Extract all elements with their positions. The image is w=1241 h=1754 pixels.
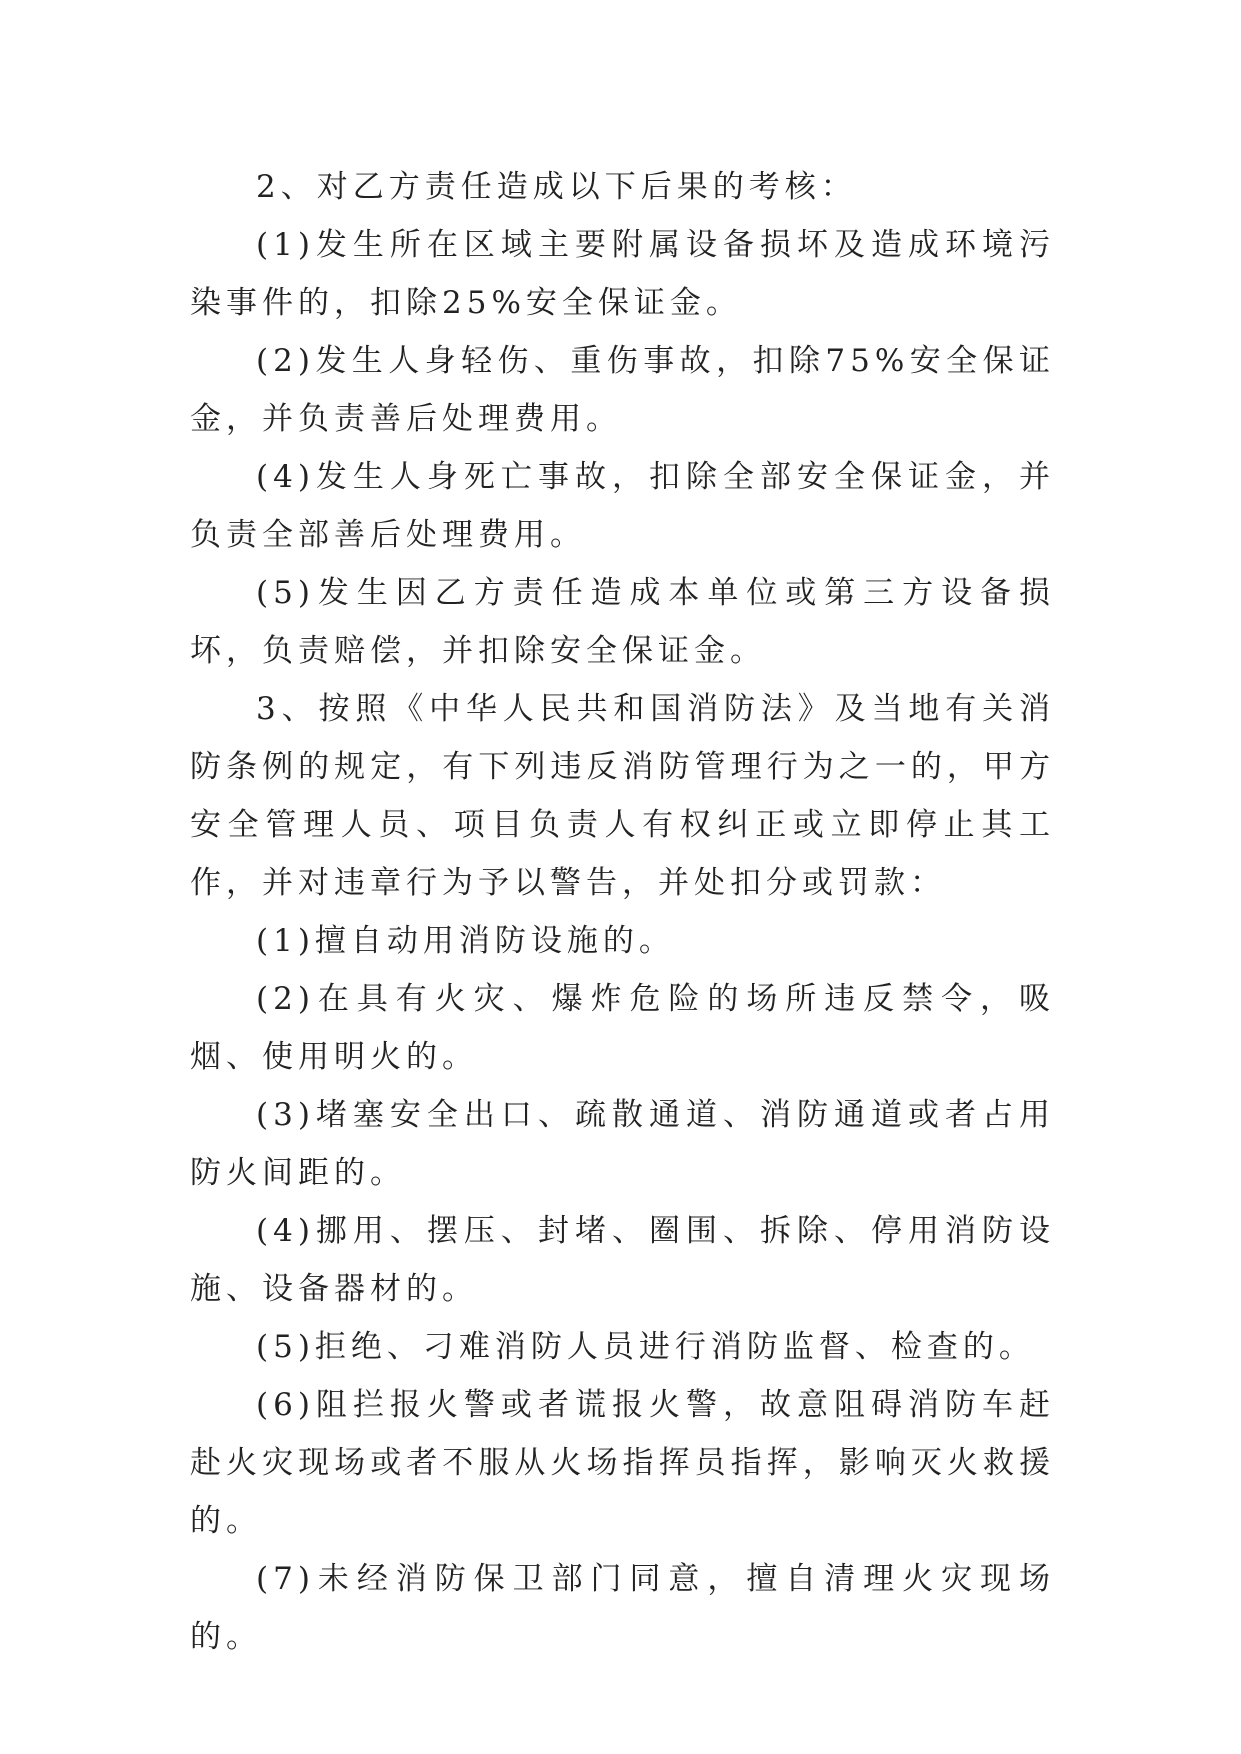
paragraph-clause-2-item-1: (1)发生所在区域主要附属设备损坏及造成环境污染事件的，扣除25%安全保证金。	[190, 227, 1055, 321]
paragraph-clause-2-item-5: (5)发生因乙方责任造成本单位或第三方设备损坏，负责赔偿，并扣除安全保证金。	[190, 575, 1055, 669]
paragraph-clause-3-item-1: (1)擅自动用消防设施的。	[256, 923, 675, 959]
body-text	[190, 158, 1055, 1666]
paragraph-clause-3-item-7: (7)未经消防保卫部门同意，擅自清理火灾现场的。	[190, 1561, 1055, 1655]
paragraph-clause-3-item-4: (4)挪用、摆压、封堵、圈围、拆除、停用消防设施、设备器材的。	[190, 1213, 1055, 1307]
paragraph-clause-2-heading: 2、对乙方责任造成以下后果的考核：	[256, 169, 857, 205]
paragraph-clause-2-item-2: (2)发生人身轻伤、重伤事故，扣除75%安全保证金，并负责善后处理费用。	[190, 343, 1055, 437]
paragraph-clause-3-item-2: (2)在具有火灾、爆炸危险的场所违反禁令，吸烟、使用明火的。	[190, 981, 1055, 1075]
paragraph-clause-3-item-6: (6)阻拦报火警或者谎报火警，故意阻碍消防车赶赴火灾现场或者不服从火场指挥员指挥，影响灭火救援的。	[190, 1387, 1055, 1539]
paragraph-clause-3-item-5: (5)拒绝、刁难消防人员进行消防监督、检查的。	[256, 1329, 1035, 1365]
paragraph-clause-2-item-4: (4)发生人身死亡事故，扣除全部安全保证金，并负责全部善后处理费用。	[190, 459, 1055, 553]
paragraph-clause-3-heading: 3、按照《中华人民共和国消防法》及当地有关消防条例的规定，有下列违反消防管理行为之一的，甲方安全管理人员、项目负责人有权纠正或立即停止其工作，并对违章行为予以警告，并处扣分或罚款：	[190, 691, 1055, 901]
paragraph-clause-3-item-3: (3)堵塞安全出口、疏散通道、消防通道或者占用防火间距的。	[190, 1097, 1055, 1191]
